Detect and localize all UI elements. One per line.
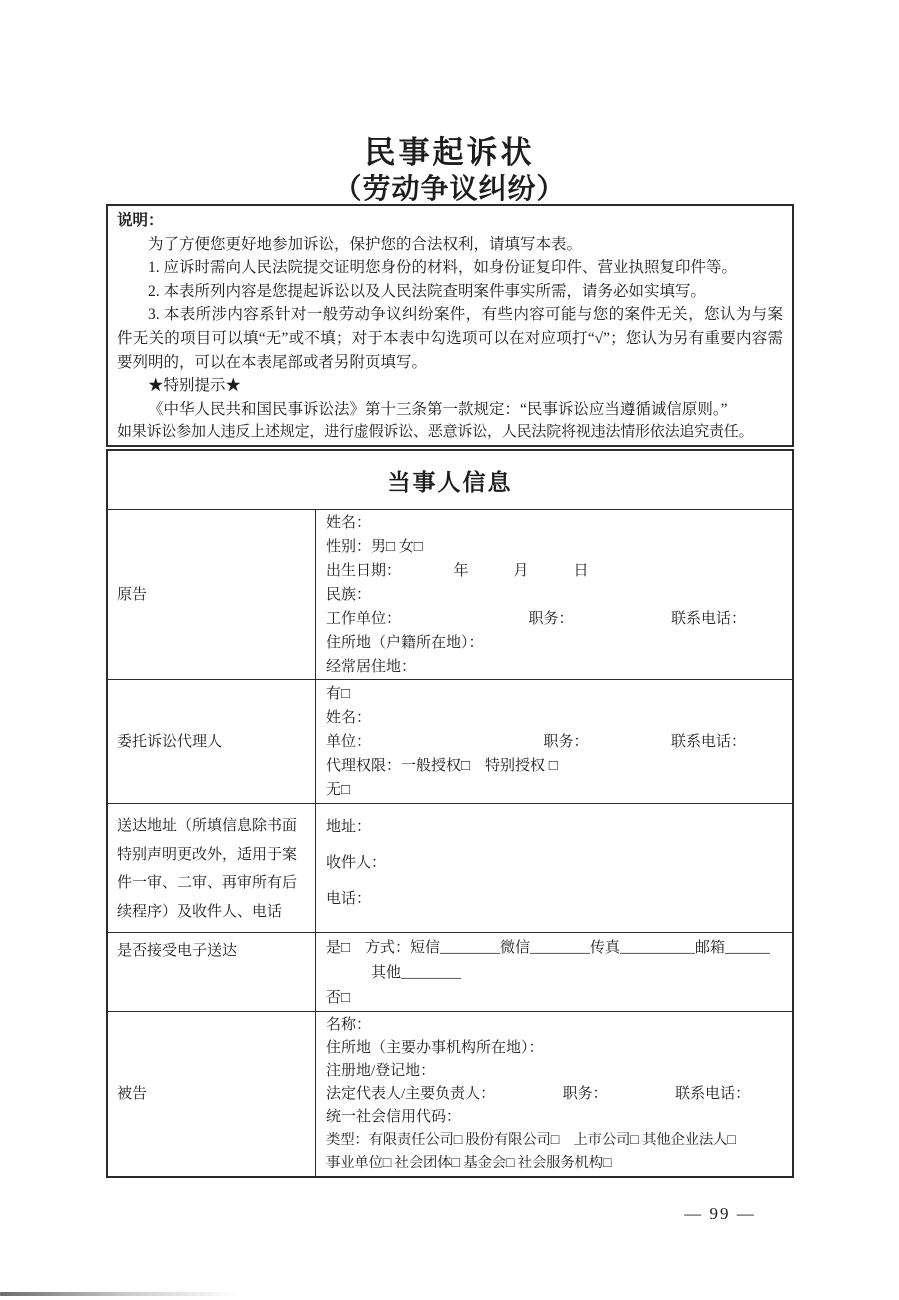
- form-line-legal-representative: 法定代表人/主要负责人： 职务： 联系电话：: [326, 1086, 751, 1102]
- table-row-service-address: [108, 804, 792, 933]
- form-line-eservice-other: 其他________: [326, 965, 462, 981]
- table-section-header: 当事人信息: [108, 451, 792, 510]
- table-row-defendant: [108, 1012, 792, 1176]
- form-line-ethnicity: 民族：: [326, 587, 372, 603]
- form-line-phone: 电话：: [326, 891, 372, 907]
- row-label-electronic-service: 是否接受电子送达: [108, 933, 316, 1011]
- form-line-address: 地址：: [326, 819, 372, 835]
- row-label-service-address: 送达地址（所填信息除书面特别声明更改外，适用于案件一审、二审、再审所有后续程序）及收件人、电话: [108, 804, 316, 932]
- row-label-defendant: 被告: [108, 1012, 316, 1176]
- notice-heading: 说明：: [117, 212, 164, 229]
- form-line-eservice-yes: 是□ 方式：短信________微信________传真__________邮箱______: [326, 940, 771, 956]
- form-line-no-agent: 无□: [326, 782, 351, 798]
- table-row-agent: [108, 680, 792, 804]
- form-line-recipient: 收件人：: [326, 855, 387, 871]
- row-content-defendant: [316, 1012, 792, 1176]
- notice-box: [106, 204, 794, 447]
- notice-paragraph: 《中华人民共和国民事诉讼法》第十三条第一款规定：“民事诉讼应当遵循诚信原则。”: [148, 400, 728, 418]
- form-line-agent-authority: 代理权限：一般授权□ 特别授权 □: [326, 758, 558, 774]
- table-row-electronic-service: [108, 933, 792, 1012]
- party-info-table: [106, 449, 794, 1178]
- form-line-agent-employer: 单位： 职务： 联系电话：: [326, 734, 747, 750]
- form-line-org-type: 类型：有限责任公司□ 股份有限公司□ 上市公司□ 其他企业法人□: [326, 1132, 736, 1148]
- scan-artifact-line: [0, 1292, 238, 1296]
- row-content-electronic-service: [316, 933, 792, 1011]
- notice-paragraph: 如果诉讼参加人违反上述规定，进行虚假诉讼、恶意诉讼，人民法院将视违法情形依法追究责任。: [117, 424, 754, 441]
- table-row-plaintiff: [108, 510, 792, 680]
- notice-paragraph: 3. 本表所涉内容系针对一般劳动争议纠纷案件，有些内容可能与您的案件无关，您认为与案件无关的项目可以填“无”或不填；对于本表中勾选项可以在对应项打“√”；您认为另有重要内容需要列明的，可以在本表尾部或者另附页填写。: [117, 306, 783, 371]
- row-content-service-address: [316, 804, 792, 932]
- form-line-credit-code: 统一社会信用代码：: [326, 1109, 462, 1125]
- title-block: [0, 134, 899, 207]
- row-content-plaintiff: [316, 510, 792, 679]
- form-line-birthdate: 出生日期： 年 月 日: [326, 563, 589, 579]
- form-line-eservice-no: 否□: [326, 990, 351, 1006]
- form-line-org-name: 名称：: [326, 1017, 372, 1033]
- form-line-has-agent: 有□: [326, 686, 351, 702]
- page-number: — 99 —: [684, 1204, 756, 1223]
- row-label-plaintiff: 原告: [108, 510, 316, 679]
- form-line-agent-name: 姓名：: [326, 710, 372, 726]
- form-line-employer: 工作单位： 职务： 联系电话：: [326, 611, 747, 627]
- form-line-residence: 经常居住地：: [326, 659, 417, 675]
- row-content-agent: [316, 680, 792, 803]
- form-line-gender: 性别：男□ 女□: [326, 539, 423, 555]
- page-subtitle: （劳动争议纠纷）: [333, 174, 566, 205]
- page-title: 民事起诉状: [364, 135, 535, 170]
- form-line-org-registered-address: 注册地/登记地：: [326, 1063, 436, 1079]
- form-line-name: 姓名：: [326, 515, 372, 531]
- notice-paragraph: 1. 应诉时需向人民法院提交证明您身份的材料，如身份证复印件、营业执照复印件等。: [148, 259, 738, 277]
- form-line-domicile: 住所地（户籍所在地）：: [326, 635, 484, 651]
- form-line-org-domicile: 住所地（主要办事机构所在地）：: [326, 1040, 544, 1056]
- notice-paragraph: 为了方便您更好地参加诉讼，保护您的合法权利，请填写本表。: [148, 235, 583, 253]
- row-label-agent: 委托诉讼代理人: [108, 680, 316, 803]
- form-line-org-type-continued: 事业单位□ 社会团体□ 基金会□ 社会服务机构□: [326, 1155, 612, 1171]
- notice-paragraph: 2. 本表所列内容是您提起诉讼以及人民法院查明案件事实所需，请务必如实填写。: [148, 282, 707, 300]
- notice-special-hint: ★特别提示★: [148, 377, 242, 395]
